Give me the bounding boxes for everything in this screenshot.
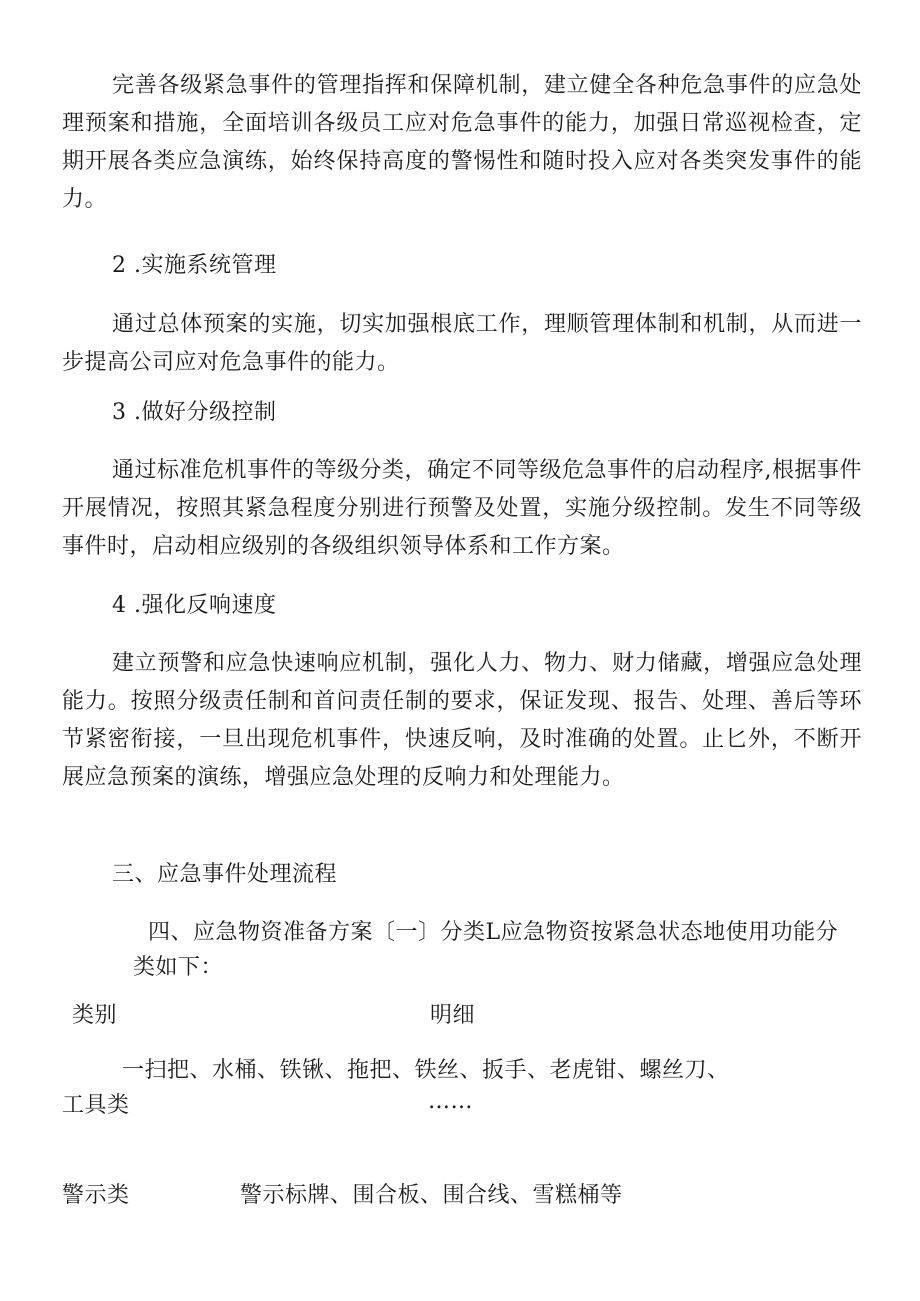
table-header-category: 类别 <box>72 1003 118 1028</box>
paragraph-grading-control: 通过标准危机事件的等级分类，确定不同等级危急事件的启动程序,根据事件开展情况，按照其紧急程度分别进行预警及处置，实施分级控制。发生不同等级事件时，启动相应级别的各级组织领导体系和工作方案。 <box>62 458 862 559</box>
table-cell-detail: 一扫把、水桶、铁锹、拖把、铁丝、扳手、老虎钳、螺丝刀、 <box>122 1058 730 1083</box>
table-cell-category: 工具类 <box>62 1093 130 1118</box>
heading-grading-control: 3 .做好分级控制 <box>112 400 277 425</box>
table-cell-detail: 警示标牌、围合板、围合线、雪糕桶等 <box>240 1183 623 1208</box>
paragraph-emergency-mechanism: 完善各级紧急事件的管理指挥和保障机制，建立健全各种危急事件的应急处理预案和措施，全面培训各级员工应对危急事件的能力，加强日常巡视检查，定期开展各类应急演练，始终保持高度的警惕性和随时投入应对各类突发事件的能力。 <box>62 73 862 212</box>
section-four-continuation: 类如下： <box>133 955 224 980</box>
heading-section-three: 三、应急事件处理流程 <box>112 862 338 887</box>
table-header-detail: 明细 <box>430 1003 476 1028</box>
table-cell-category: 警示类 <box>62 1183 130 1208</box>
heading-system-management: 2 .实施系统管理 <box>112 253 277 278</box>
heading-response-speed: 4 .强化反响速度 <box>112 593 277 618</box>
paragraph-response-speed: 建立预警和应急快速响应机制，强化人力、物力、财力储藏，增强应急处理能力。按照分级责任制和首问责任制的要求，保证发现、报告、处理、善后等环节紧密衔接，一旦出现危机事件，快速反响，及时准确的处置。止匕外，不断开展应急预案的演练，增强应急处理的反响力和处理能力。 <box>62 651 862 790</box>
paragraph-system-management: 通过总体预案的实施，切实加强根底工作，理顺管理体制和机制，从而进一步提高公司应对危急事件的能力。 <box>62 312 862 375</box>
heading-section-four: 四、应急物资准备方案〔一〕分类L应急物资按紧急状态地使用功能分 <box>148 920 839 945</box>
table-cell-detail-ellipsis: …… <box>428 1089 473 1114</box>
